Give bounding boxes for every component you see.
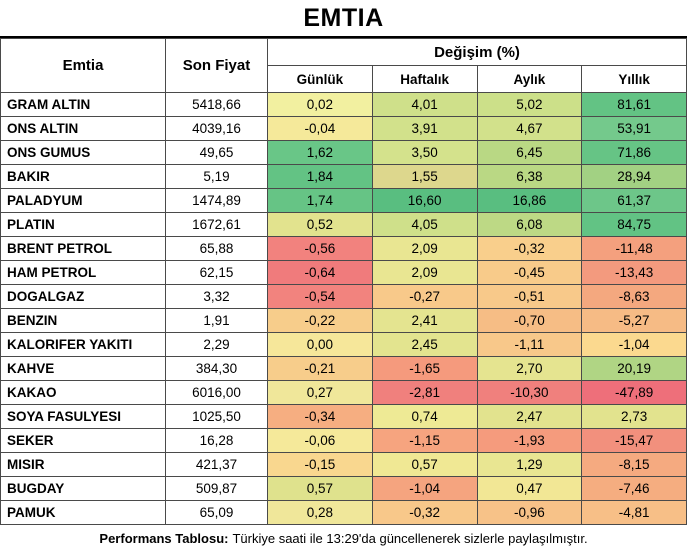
cell-last-price: 6016,00 (166, 381, 268, 405)
commodities-table (0, 38, 687, 525)
cell-change-daily: -0,56 (268, 237, 373, 261)
table-row (1, 141, 687, 165)
cell-change-yearly: -13,43 (582, 261, 687, 285)
cell-change-monthly: 6,38 (477, 165, 582, 189)
cell-change-daily: -0,04 (268, 117, 373, 141)
cell-last-price: 5418,66 (166, 93, 268, 117)
cell-last-price: 16,28 (166, 429, 268, 453)
cell-last-price: 1025,50 (166, 405, 268, 429)
cell-last-price: 65,09 (166, 501, 268, 525)
cell-last-price: 509,87 (166, 477, 268, 501)
cell-change-yearly: 84,75 (582, 213, 687, 237)
cell-last-price: 5,19 (166, 165, 268, 189)
table-row (1, 189, 687, 213)
cell-change-monthly: 5,02 (477, 93, 582, 117)
cell-change-daily: -0,15 (268, 453, 373, 477)
cell-change-daily: 0,02 (268, 93, 373, 117)
header-weekly: Haftalık (372, 66, 477, 93)
cell-change-yearly: -47,89 (582, 381, 687, 405)
cell-change-monthly: 4,67 (477, 117, 582, 141)
cell-change-daily: -0,06 (268, 429, 373, 453)
cell-change-yearly: 53,91 (582, 117, 687, 141)
cell-commodity-name: SOYA FASULYESI (1, 405, 166, 429)
header-change-group: Değişim (%) (268, 39, 687, 66)
cell-commodity-name: KAKAO (1, 381, 166, 405)
cell-change-yearly: 61,37 (582, 189, 687, 213)
table-row (1, 357, 687, 381)
cell-last-price: 1,91 (166, 309, 268, 333)
cell-commodity-name: ONS ALTIN (1, 117, 166, 141)
table-row (1, 405, 687, 429)
cell-change-yearly: -15,47 (582, 429, 687, 453)
table-row (1, 213, 687, 237)
cell-commodity-name: MISIR (1, 453, 166, 477)
table-row (1, 477, 687, 501)
cell-change-yearly: -4,81 (582, 501, 687, 525)
table-row (1, 333, 687, 357)
cell-change-daily: -0,54 (268, 285, 373, 309)
cell-change-daily: 1,74 (268, 189, 373, 213)
table-row (1, 309, 687, 333)
cell-commodity-name: BAKIR (1, 165, 166, 189)
cell-change-yearly: -8,63 (582, 285, 687, 309)
cell-last-price: 1672,61 (166, 213, 268, 237)
cell-last-price: 1474,89 (166, 189, 268, 213)
table-row (1, 261, 687, 285)
cell-change-weekly: 2,09 (372, 261, 477, 285)
cell-change-weekly: 0,57 (372, 453, 477, 477)
cell-change-daily: -0,64 (268, 261, 373, 285)
cell-last-price: 384,30 (166, 357, 268, 381)
page-title: EMTIA (303, 3, 384, 32)
cell-commodity-name: KALORIFER YAKITI (1, 333, 166, 357)
cell-change-weekly: 16,60 (372, 189, 477, 213)
cell-change-monthly: -0,45 (477, 261, 582, 285)
cell-commodity-name: PAMUK (1, 501, 166, 525)
cell-change-weekly: -0,32 (372, 501, 477, 525)
cell-last-price: 3,32 (166, 285, 268, 309)
cell-last-price: 62,15 (166, 261, 268, 285)
cell-change-daily: 0,57 (268, 477, 373, 501)
cell-change-daily: 0,52 (268, 213, 373, 237)
cell-change-monthly: 6,08 (477, 213, 582, 237)
header-monthly: Aylık (477, 66, 582, 93)
cell-change-monthly: -0,32 (477, 237, 582, 261)
cell-change-daily: 1,62 (268, 141, 373, 165)
cell-last-price: 2,29 (166, 333, 268, 357)
cell-change-yearly: 28,94 (582, 165, 687, 189)
cell-last-price: 65,88 (166, 237, 268, 261)
cell-change-weekly: -0,27 (372, 285, 477, 309)
cell-change-yearly: -1,04 (582, 333, 687, 357)
cell-last-price: 421,37 (166, 453, 268, 477)
cell-change-yearly: -11,48 (582, 237, 687, 261)
cell-change-yearly: 81,61 (582, 93, 687, 117)
table-row (1, 429, 687, 453)
table-row (1, 285, 687, 309)
cell-change-monthly: -0,70 (477, 309, 582, 333)
footer-text: Türkiye saati ile 13:29'da güncellenerek sizlerle paylaşılmıştır. (232, 530, 588, 546)
header-commodity: Emtia (1, 39, 166, 93)
cell-change-monthly: 2,47 (477, 405, 582, 429)
cell-change-yearly: 20,19 (582, 357, 687, 381)
cell-change-monthly: -10,30 (477, 381, 582, 405)
cell-change-daily: 1,84 (268, 165, 373, 189)
cell-change-weekly: 1,55 (372, 165, 477, 189)
cell-commodity-name: BUGDAY (1, 477, 166, 501)
cell-change-weekly: 2,41 (372, 309, 477, 333)
page-title-bar (0, 0, 687, 38)
cell-change-monthly: 1,29 (477, 453, 582, 477)
cell-commodity-name: PALADYUM (1, 189, 166, 213)
cell-change-yearly: -5,27 (582, 309, 687, 333)
header-yearly: Yıllık (582, 66, 687, 93)
table-row (1, 117, 687, 141)
table-row (1, 381, 687, 405)
cell-change-monthly: -0,96 (477, 501, 582, 525)
cell-commodity-name: ONS GUMUS (1, 141, 166, 165)
cell-change-weekly: 4,05 (372, 213, 477, 237)
cell-change-monthly: 6,45 (477, 141, 582, 165)
cell-commodity-name: HAM PETROL (1, 261, 166, 285)
cell-change-daily: 0,00 (268, 333, 373, 357)
cell-change-weekly: 4,01 (372, 93, 477, 117)
table-row (1, 453, 687, 477)
table-row (1, 165, 687, 189)
footer-label: Performans Tablosu: (99, 530, 229, 546)
cell-commodity-name: GRAM ALTIN (1, 93, 166, 117)
cell-commodity-name: KAHVE (1, 357, 166, 381)
cell-commodity-name: BENZIN (1, 309, 166, 333)
header-last-price: Son Fiyat (166, 39, 268, 93)
cell-change-weekly: -1,04 (372, 477, 477, 501)
table-row (1, 93, 687, 117)
cell-commodity-name: DOGALGAZ (1, 285, 166, 309)
cell-change-weekly: 2,45 (372, 333, 477, 357)
cell-change-yearly: -7,46 (582, 477, 687, 501)
table-row (1, 237, 687, 261)
cell-change-monthly: -1,11 (477, 333, 582, 357)
cell-change-monthly: 0,47 (477, 477, 582, 501)
table-header (1, 39, 687, 93)
cell-change-daily: 0,27 (268, 381, 373, 405)
cell-last-price: 49,65 (166, 141, 268, 165)
cell-change-daily: 0,28 (268, 501, 373, 525)
cell-change-weekly: -1,15 (372, 429, 477, 453)
header-daily: Günlük (268, 66, 373, 93)
cell-change-weekly: 2,09 (372, 237, 477, 261)
cell-commodity-name: PLATIN (1, 213, 166, 237)
cell-change-monthly: 2,70 (477, 357, 582, 381)
cell-change-daily: -0,22 (268, 309, 373, 333)
cell-change-weekly: -2,81 (372, 381, 477, 405)
cell-change-daily: -0,34 (268, 405, 373, 429)
cell-change-yearly: 71,86 (582, 141, 687, 165)
cell-last-price: 4039,16 (166, 117, 268, 141)
cell-change-monthly: 16,86 (477, 189, 582, 213)
footer-note (0, 525, 687, 551)
table-header-row-1 (1, 39, 687, 66)
cell-change-monthly: -1,93 (477, 429, 582, 453)
cell-change-weekly: 3,91 (372, 117, 477, 141)
table-body (1, 93, 687, 525)
cell-change-daily: -0,21 (268, 357, 373, 381)
cell-change-weekly: -1,65 (372, 357, 477, 381)
cell-change-weekly: 3,50 (372, 141, 477, 165)
cell-change-yearly: -8,15 (582, 453, 687, 477)
cell-commodity-name: BRENT PETROL (1, 237, 166, 261)
cell-change-yearly: 2,73 (582, 405, 687, 429)
table-row (1, 501, 687, 525)
cell-change-weekly: 0,74 (372, 405, 477, 429)
cell-commodity-name: SEKER (1, 429, 166, 453)
cell-change-monthly: -0,51 (477, 285, 582, 309)
